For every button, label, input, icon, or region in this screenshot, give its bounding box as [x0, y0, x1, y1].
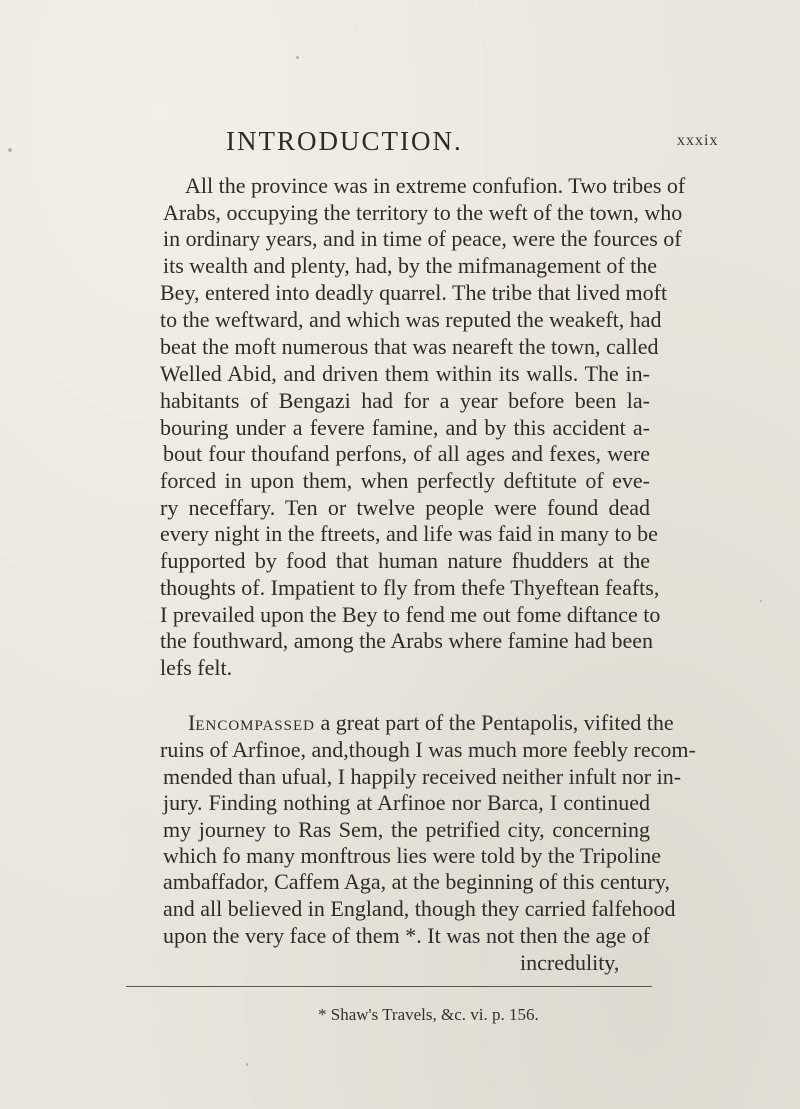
small-caps-lead: encompassed — [195, 710, 315, 735]
footnote: * Shaw's Travels, &c. vi. p. 156. — [318, 1005, 539, 1024]
text-line: every night in the ftreets, and life was faid in many to be — [160, 521, 658, 546]
drop-initial: I — [188, 710, 196, 735]
text-line: Bey, entered into deadly quarrel. The tribe that lived moft — [160, 280, 668, 305]
text-line: the fouthward, among the Arabs where famine had been — [160, 628, 653, 653]
text-line: lefs felt. — [160, 655, 233, 680]
page-number: xxxix — [677, 132, 719, 149]
text-line: ambaffador, Caffem Aga, at the beginning of this century, — [163, 869, 671, 894]
text-line: Arabs, occupying the territory to the weft of the town, who — [163, 200, 683, 225]
text-line: fupported by food that human nature fhudders at the — [160, 548, 650, 573]
text-line: and all believed in England, though they carried falfehood — [163, 896, 676, 921]
paragraph-first-line — [188, 710, 674, 736]
text-line: ruins of Arfinoe, and,though I was much more feebly recom- — [160, 737, 696, 762]
text-line: in ordinary years, and in time of peace, were the fources of — [163, 226, 682, 251]
text-line: habitants of Bengazi had for a year before been la- — [160, 388, 650, 413]
text-line: its wealth and plenty, had, by the mifmanagement of the — [163, 253, 658, 278]
text-line: I prevailed upon the Bey to fend me out fome diftance to — [160, 602, 661, 627]
text-line: beat the moft numerous that was neareft the town, called — [160, 334, 659, 359]
text-line: which fo many monftrous lies were told by the Tripoline — [163, 843, 661, 868]
paper-speck — [246, 1063, 248, 1066]
footnote-rule — [126, 986, 652, 987]
text-line: to the weftward, and which was reputed the weakeft, had — [160, 307, 662, 332]
text-line: ry neceffary. Ten or twelve people were found dead — [160, 495, 650, 520]
text-line: jury. Finding nothing at Arfinoe nor Barca, I continued — [163, 790, 650, 815]
running-title: INTRODUCTION. — [226, 126, 463, 156]
text-line: my journey to Ras Sem, the petrified city, concerning — [163, 817, 650, 842]
text-line: mended than ufual, I happily received neither infult nor in- — [163, 764, 682, 789]
text-line: thoughts of. Impatient to fly from thefe Thyeftean feafts, — [160, 575, 660, 600]
text-line: upon the very face of them *. It was not then the age of — [163, 923, 650, 948]
text-line: forced in upon them, when perfectly deftitute of eve- — [160, 468, 650, 493]
paper-speck — [296, 56, 299, 59]
page-header — [0, 126, 800, 166]
text-line: bouring under a fevere famine, and by this accident a- — [160, 415, 650, 440]
text-line: All the province was in extreme confufion. Two tribes of — [185, 173, 686, 198]
paper-speck — [760, 600, 762, 602]
text-line: bout four thoufand perfons, of all ages and fexes, were — [163, 441, 650, 466]
text-line: Welled Abid, and driven them within its walls. The in- — [160, 361, 650, 386]
first-line-rest: a great part of the Pentapolis, vifited the — [314, 710, 674, 735]
catchword: incredulity, — [520, 950, 620, 975]
